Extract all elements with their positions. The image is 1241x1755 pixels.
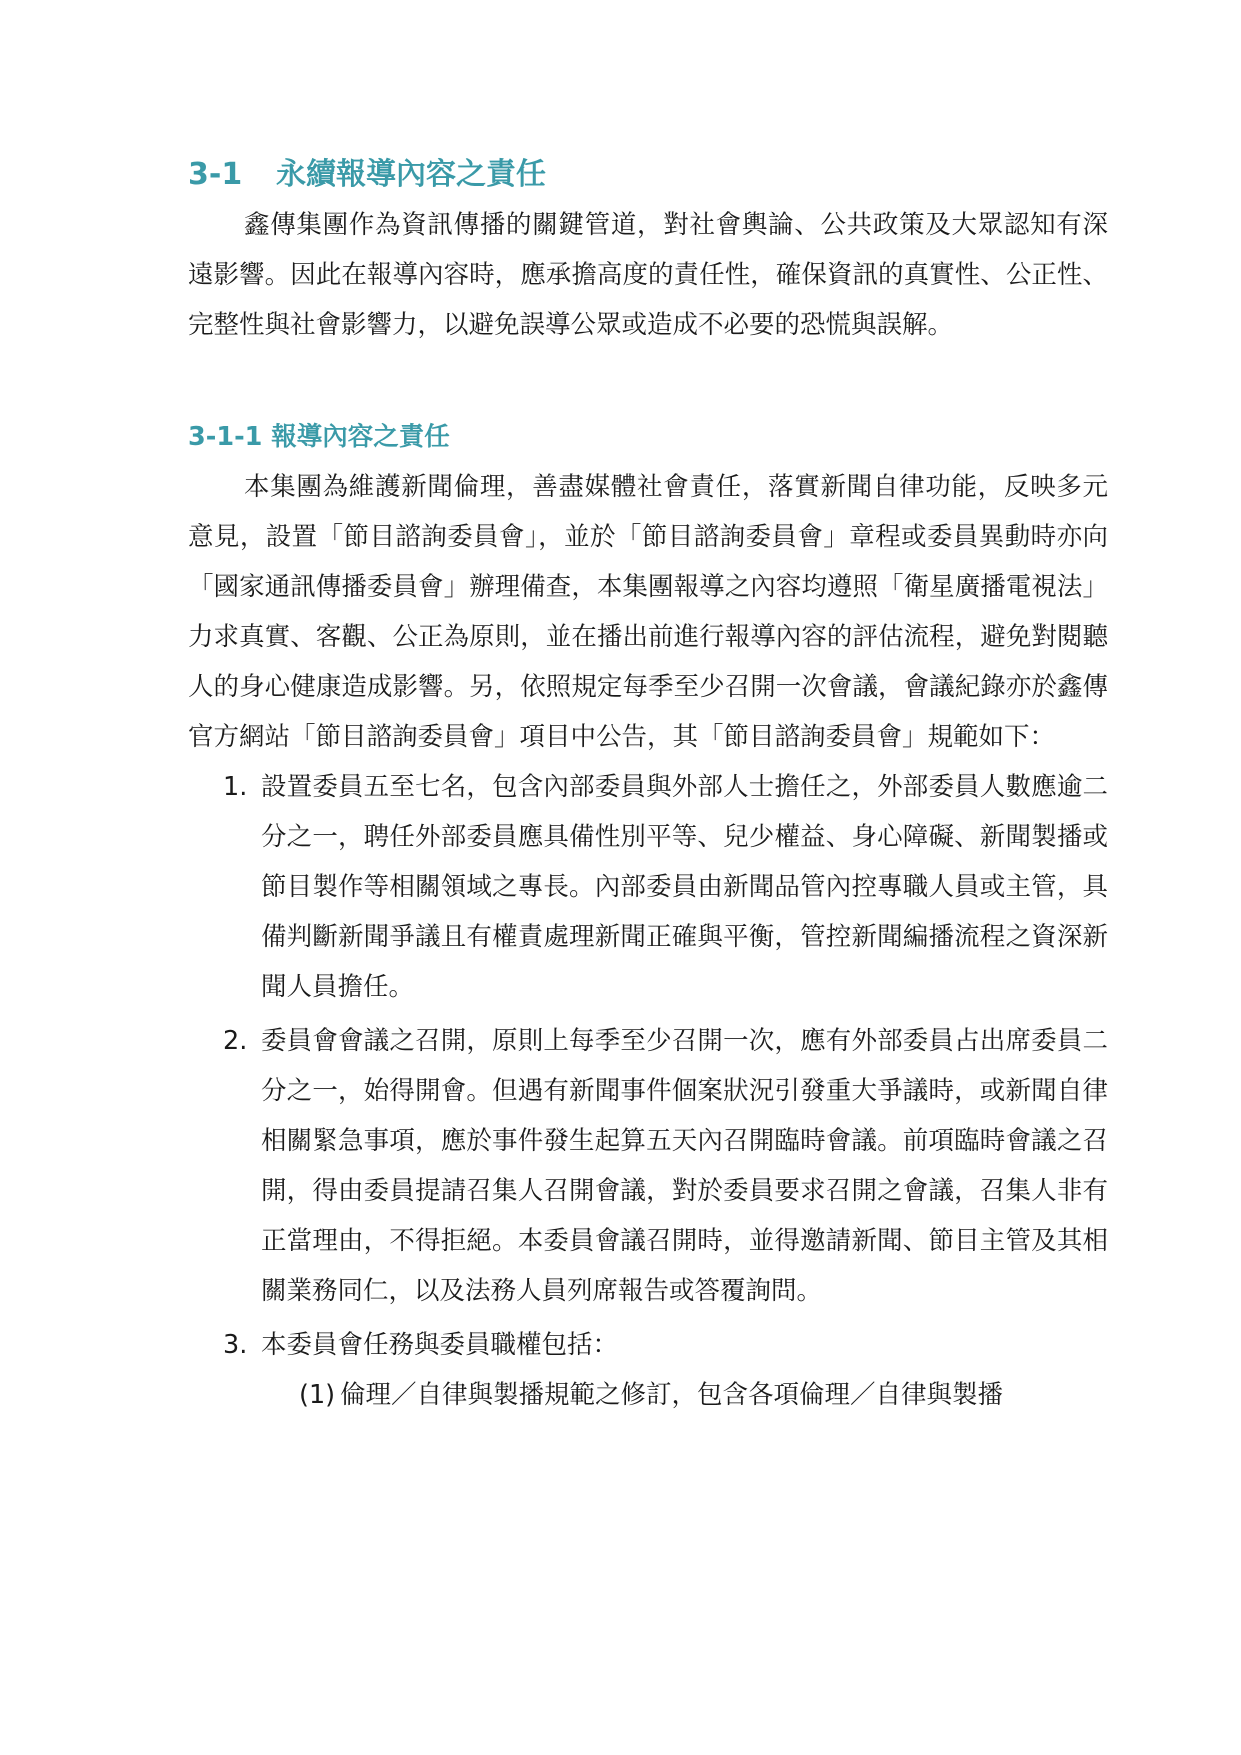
list-item-marker: 1. — [223, 772, 248, 802]
section-heading — [188, 150, 1108, 200]
sub-list-item-marker: (1) — [299, 1380, 336, 1410]
list-item — [188, 1016, 1108, 1316]
list-item-text: 設置委員五至七名，包含內部委員與外部人士擔任之，外部委員人數應逾二分之一，聘任外部委員應具備性別平等、兒少權益、身心障礙、新聞製播或節目製作等相關領域之專長。內部委員由新聞品管內控專職人員或主管，具備判斷新聞爭議且有權責處理新聞正確與平衡，管控新聞編播流程之資深新聞人員擔任。 — [261, 772, 1108, 1002]
list-item-marker: 2. — [223, 1026, 248, 1056]
sub-list-item — [188, 1370, 1108, 1420]
list-item-marker: 3. — [223, 1330, 248, 1360]
list-item-text: 本委員會任務與委員職權包括： — [261, 1330, 619, 1360]
section-title: 永續報導內容之責任 — [276, 157, 546, 192]
subsection-body-paragraph: 本集團為維護新聞倫理，善盡媒體社會責任，落實新聞自律功能，反映多元意見，設置「節目諮詢委員會」，並於「節目諮詢委員會」章程或委員異動時亦向「國家通訊傳播委員會」辦理備查，本集團報導之內容均遵照「衛星廣播電視法」力求真實、客觀、公正為原則，並在播出前進行報導內容的評估流程，避免對閱聽人的身心健康造成影響。另，依照規定每季至少召開一次會議，會議紀錄亦於鑫傳官方網站「節目諮詢委員會」項目中公告，其「節目諮詢委員會」規範如下： — [188, 472, 1108, 752]
section-number: 3-1 — [188, 157, 243, 192]
regulation-list — [188, 762, 1108, 1370]
section-intro-paragraph: 鑫傳集團作為資訊傳播的關鍵管道，對社會輿論、公共政策及大眾認知有深遠影響。因此在報導內容時，應承擔高度的責任性，確保資訊的真實性、公正性、完整性與社會影響力，以避免誤導公眾或造成不必要的恐慌與誤解。 — [188, 210, 1108, 340]
subsection-heading: 3-1-1 報導內容之責任 — [188, 422, 450, 452]
document-page — [188, 150, 1108, 1420]
list-item — [188, 1320, 1108, 1370]
list-item-text: 委員會會議之召開，原則上每季至少召開一次，應有外部委員占出席委員二分之一，始得開會。但遇有新聞事件個案狀況引發重大爭議時，或新聞自律相關緊急事項，應於事件發生起算五天內召開臨時會議。前項臨時會議之召開，得由委員提請召集人召開會議，對於委員要求召開之會議，召集人非有正當理由，不得拒絕。本委員會議召開時，並得邀請新聞、節目主管及其相關業務同仁，以及法務人員列席報告或答覆詢問。 — [261, 1026, 1108, 1306]
sub-list-item-text: 倫理／自律與製播規範之修訂，包含各項倫理／自律與製播 — [340, 1380, 1004, 1410]
list-item — [188, 762, 1108, 1012]
